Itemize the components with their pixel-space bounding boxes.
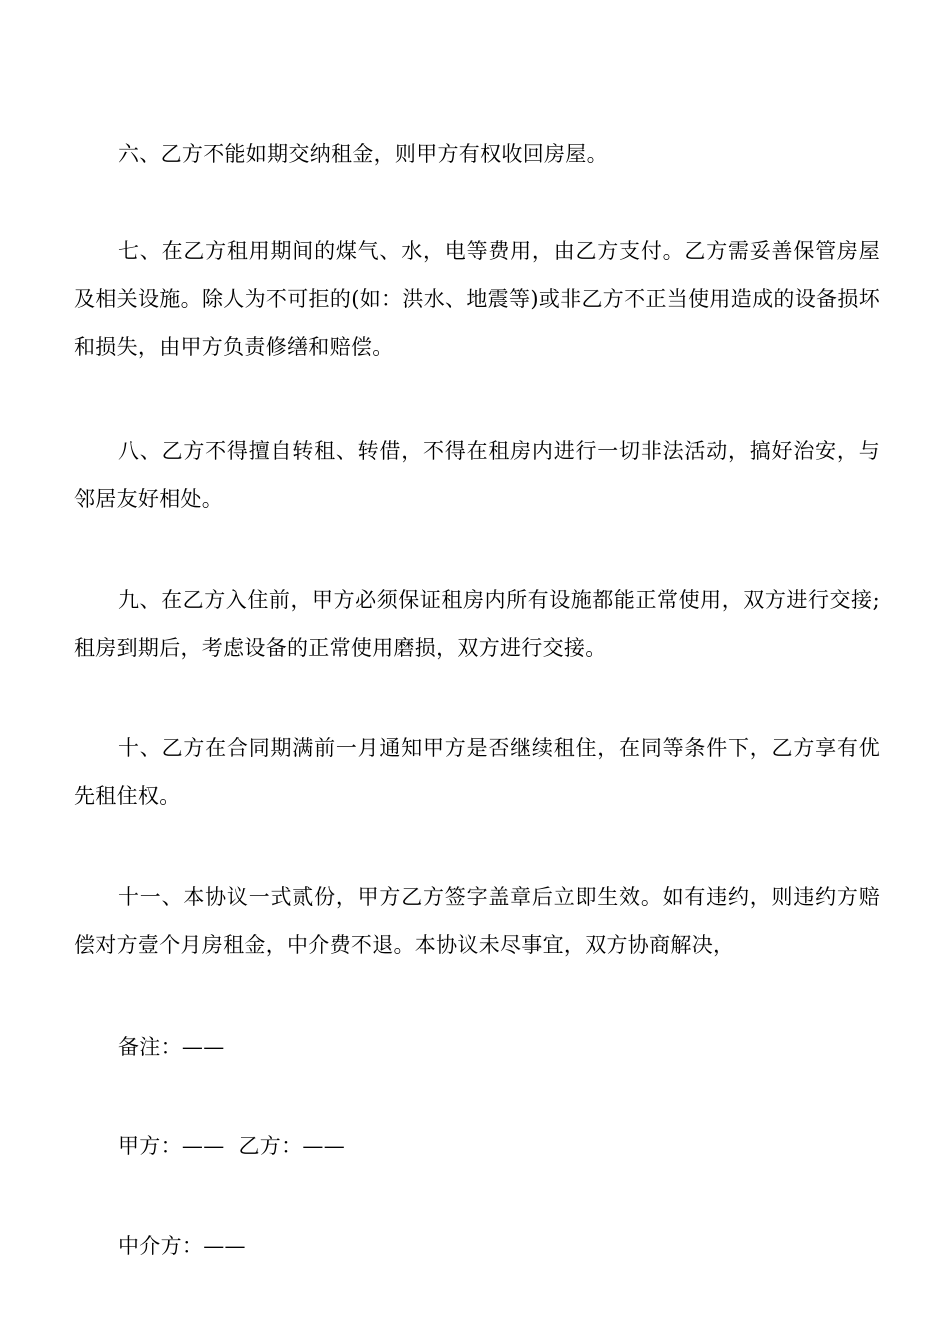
party-b-signature: 乙方：——: [238, 1134, 345, 1158]
clause-11: 十一、本协议一式贰份，甲方乙方签字盖章后立即生效。如有违约，则违约方赔偿对方壹个月房租金，中介费不退。本协议未尽事宜，双方协商解决，: [74, 885, 880, 957]
clause-6: 六、乙方不能如期交纳租金，则甲方有权收回房屋。: [118, 142, 608, 166]
clause-10: 十、乙方在合同期满前一月通知甲方是否继续租住，在同等条件下，乙方享有优先租住权。: [74, 736, 880, 808]
party-a-signature: 甲方：——: [118, 1134, 225, 1158]
agent-signature: 中介方：——: [118, 1234, 246, 1258]
clause-9: 九、在乙方入住前，甲方必须保证租房内所有设施都能正常使用，双方进行交接;租房到期后，考虑设备的正常使用磨损，双方进行交接。: [74, 588, 880, 660]
clause-8: 八、乙方不得擅自转租、转借，不得在租房内进行一切非法活动，搞好治安，与邻居友好相处。: [74, 439, 880, 511]
remarks-line: 备注：——: [118, 1035, 225, 1059]
signature-line: [118, 1122, 345, 1170]
clause-7: 七、在乙方租用期间的煤气、水，电等费用，由乙方支付。乙方需妥善保管房屋及相关设施。除人为不可拒的(如：洪水、地震等)或非乙方不正当使用造成的设备损坏和损失，由甲方负责修缮和赔偿。: [74, 239, 880, 359]
